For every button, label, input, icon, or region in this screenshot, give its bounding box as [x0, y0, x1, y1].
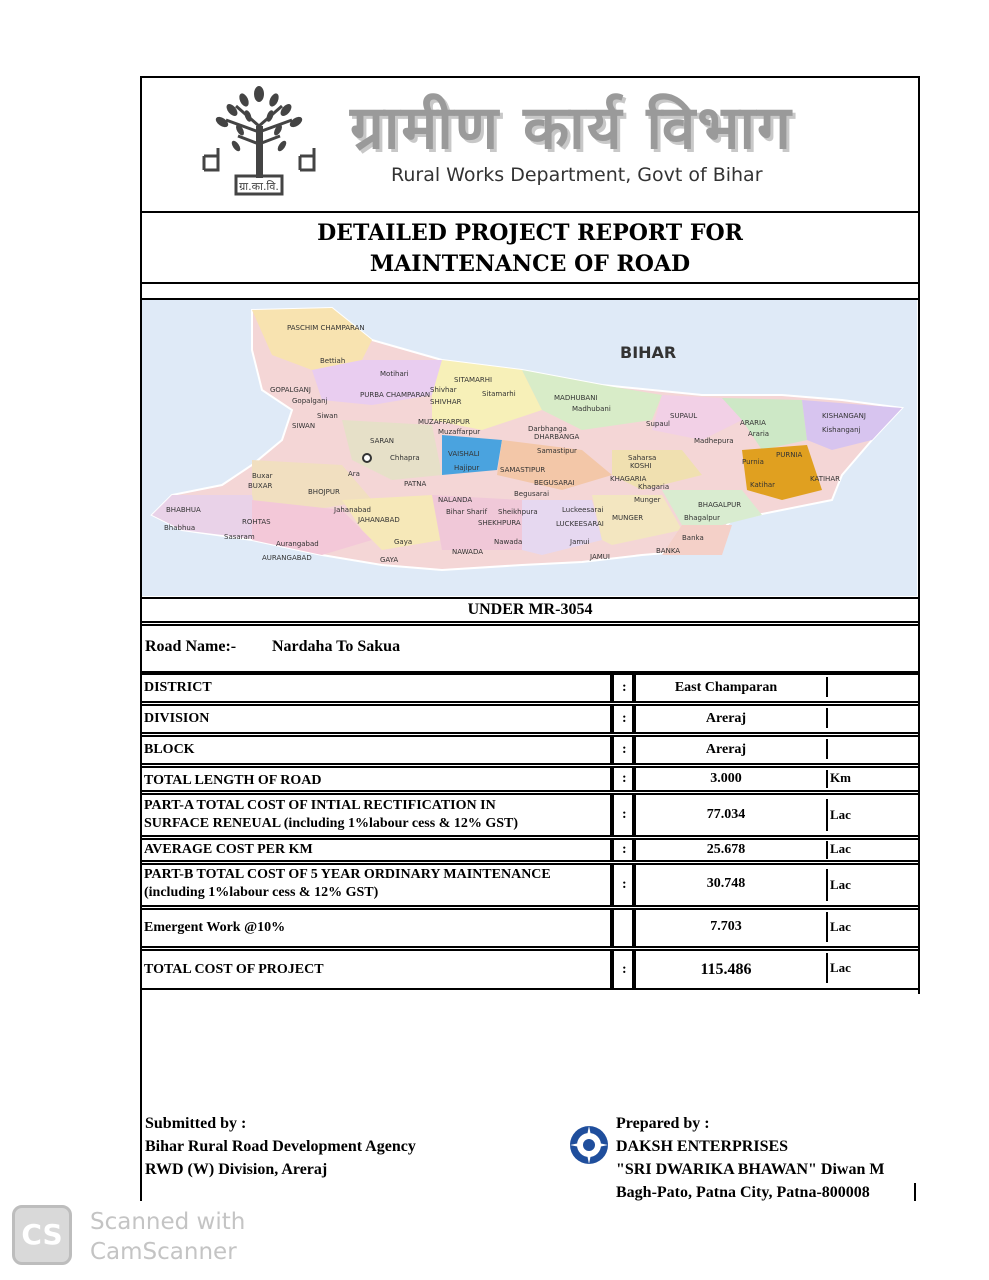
map-label: PASCHIM CHAMPARAN [287, 324, 365, 332]
divider [140, 597, 918, 599]
map-label: Saharsa [628, 454, 657, 462]
map-label: LUCKEESARAI [556, 520, 604, 528]
map-label: Sitamarhi [482, 390, 516, 398]
map-label: Nawada [494, 538, 523, 546]
map-label: Supaul [646, 420, 670, 428]
map-label: Shivhar [430, 386, 457, 394]
detail-value: 77.034 [706, 807, 746, 822]
divider [140, 621, 918, 623]
map-label: Bettiah [320, 357, 346, 365]
map-label: AURANGABAD [262, 554, 312, 562]
detail-row [140, 766, 918, 792]
map-label: SARAN [370, 437, 394, 445]
detail-row [140, 838, 918, 862]
map-label: Aurangabad [276, 540, 319, 548]
road-name-row [145, 638, 401, 656]
map-label: Muzaffarpur [438, 428, 481, 436]
map-label: Samastipur [537, 447, 577, 455]
detail-row [140, 949, 918, 990]
submitted-by-block [145, 1112, 416, 1181]
map-label: SHEKHPURA [478, 519, 521, 527]
detail-row [140, 735, 918, 765]
detail-row [140, 793, 918, 837]
rwd-tree-logo [196, 86, 324, 198]
department-subtitle: Rural Works Department, Govt of Bihar [391, 164, 763, 186]
detail-value: 3.000 [710, 771, 742, 786]
detail-unit: Lac [826, 799, 851, 831]
detail-unit: Lac [826, 841, 851, 859]
map-label: PURBA CHAMPARAN [360, 391, 431, 399]
map-label: Jahanabad [334, 506, 371, 514]
daksh-logo-icon [568, 1124, 610, 1166]
detail-label: DISTRICT [144, 680, 212, 695]
detail-label: Emergent Work @10% [144, 920, 286, 935]
map-label: PATNA [404, 480, 427, 488]
detail-row [140, 704, 918, 734]
divider [140, 624, 918, 626]
map-label: MUZAFFARPUR [418, 418, 470, 426]
detail-label: DIVISION [144, 711, 210, 726]
submitted-title: Submitted by : [145, 1115, 247, 1132]
map-label: KOSHI [630, 462, 652, 470]
map-label: SAMASTIPUR [500, 466, 546, 474]
map-label: Motihari [380, 370, 409, 378]
detail-unit [826, 739, 830, 759]
map-state-name: BIHAR [620, 343, 677, 362]
prepared-title: Prepared by : [616, 1115, 710, 1132]
detail-colon: : [622, 807, 627, 822]
map-label: SUPAUL [670, 412, 698, 420]
detail-label-line1: PART-B TOTAL COST OF 5 YEAR ORDINARY MAINTENANCE [144, 867, 551, 882]
map-label: Madhepura [694, 437, 734, 445]
map-label: Sheikhpura [498, 508, 538, 516]
watermark-line1: Scanned with [90, 1209, 246, 1235]
detail-colon: : [622, 711, 627, 726]
detail-value: 7.703 [710, 919, 742, 934]
report-title-line1: DETAILED PROJECT REPORT FOR [317, 220, 743, 246]
map-label: GAYA [380, 556, 399, 564]
map-label: Gaya [394, 538, 413, 546]
detail-label: BLOCK [144, 742, 195, 757]
detail-unit: Lac [826, 953, 851, 983]
map-label: GOPALGANJ [270, 386, 311, 394]
map-label: Khagaria [638, 483, 670, 491]
logo-text: ग्रा.का.वि. [239, 180, 279, 193]
map-label: JAHANABAD [358, 516, 400, 524]
divider [140, 211, 918, 213]
map-label: KATIHAR [810, 475, 840, 483]
detail-label-line2: (including 1%labour cess & 12% GST) [144, 885, 379, 900]
detail-label: TOTAL LENGTH OF ROAD [144, 773, 322, 788]
report-title-line2: MAINTENANCE OF ROAD [369, 251, 691, 277]
detail-row [140, 863, 918, 907]
prepared-line1: DAKSH ENTERPRISES [616, 1138, 789, 1155]
submitted-line1: Bihar Rural Road Development Agency [145, 1138, 416, 1155]
map-label: BEGUSARAI [534, 479, 575, 487]
map-label: Bhabhua [164, 524, 196, 532]
map-label: Banka [682, 534, 704, 542]
map-label: MADHUBANI [554, 394, 598, 402]
bihar-map [142, 300, 917, 596]
detail-colon: : [622, 680, 627, 695]
detail-colon: : [622, 962, 627, 977]
divider [140, 282, 918, 284]
map-label: Ara [348, 470, 360, 478]
submitted-line2: RWD (W) Division, Areraj [145, 1161, 328, 1178]
prepared-by-block [616, 1112, 884, 1204]
map-label: Sasaram [224, 533, 255, 541]
report-title [142, 218, 918, 280]
map-label: NAWADA [452, 548, 484, 556]
map-label: BANKA [656, 547, 681, 555]
map-label: Luckeesarai [562, 506, 604, 514]
detail-value: 25.678 [706, 842, 746, 857]
left-border [140, 990, 142, 1201]
detail-unit: Lac [826, 912, 851, 942]
map-label: Madhubani [572, 405, 611, 413]
detail-value: Areraj [705, 742, 747, 757]
map-label: BHOJPUR [308, 488, 340, 496]
detail-colon: : [622, 771, 627, 786]
detail-value: Areraj [705, 711, 747, 726]
map-label: Buxar [252, 472, 273, 480]
map-label: SIWAN [292, 422, 316, 430]
detail-label: AVERAGE COST PER KM [144, 842, 313, 857]
map-label: Araria [748, 430, 770, 438]
scheme-reference: UNDER MR-3054 [467, 601, 593, 618]
camscanner-logo: CS [12, 1205, 72, 1265]
map-label: VAISHALI [448, 450, 480, 458]
road-name-value: Nardaha To Sakua [272, 638, 401, 655]
map-label: MUNGER [612, 514, 644, 522]
detail-value: East Champaran [674, 680, 778, 695]
detail-label: TOTAL COST OF PROJECT [144, 962, 324, 977]
detail-unit [826, 677, 830, 697]
map-label: Hajipur [454, 464, 480, 472]
detail-value: 30.748 [706, 876, 746, 891]
map-label: Bihar Sharif [446, 508, 488, 516]
road-name-label: Road Name:- [145, 638, 237, 655]
watermark-text [90, 1207, 245, 1267]
detail-colon: : [622, 842, 627, 857]
map-label: SHIVHAR [430, 398, 462, 406]
right-border-fragment [914, 1183, 916, 1201]
detail-unit: Lac [826, 869, 851, 901]
detail-unit [826, 708, 830, 728]
map-label: SITAMARHI [454, 376, 493, 384]
map-label: Begusarai [514, 490, 550, 498]
map-label: Munger [634, 496, 661, 504]
map-label: Gopalganj [292, 397, 328, 405]
map-label: Bhagalpur [684, 514, 720, 522]
total-cost-value: 115.486 [700, 961, 752, 978]
map-label: Kishanganj [822, 426, 861, 434]
map-label: Darbhanga [528, 425, 567, 433]
watermark-line2: CamScanner [90, 1239, 237, 1265]
detail-row [140, 908, 918, 948]
map-label: KISHANGANJ [822, 412, 866, 420]
map-label: ROHTAS [242, 518, 271, 526]
map-label: Purnia [742, 458, 764, 466]
hindi-department-title: ग्रामीण कार्य विभाग [350, 93, 793, 163]
map-label: Chhapra [390, 454, 420, 462]
map-label: BHAGALPUR [698, 501, 742, 509]
map-label: NALANDA [438, 496, 473, 504]
map-label: Jamui [570, 538, 590, 546]
detail-label-line1: PART-A TOTAL COST OF INTIAL RECTIFICATION IN [144, 798, 496, 813]
map-label: Katihar [750, 481, 776, 489]
prepared-line3: Bagh-Pato, Patna City, Patna-800008 [616, 1184, 870, 1201]
detail-label-line2: SURFACE RENEUAL (including 1%labour cess & 12% GST) [144, 816, 519, 831]
map-label: Siwan [317, 412, 338, 420]
map-label: ARARIA [740, 419, 766, 427]
prepared-line2: "SRI DWARIKA BHAWAN" Diwan M [616, 1161, 885, 1178]
map-label: JAMUI [590, 553, 610, 561]
map-label: KHAGARIA [610, 475, 647, 483]
map-label: BHABHUA [166, 506, 201, 514]
detail-row [140, 673, 918, 703]
detail-colon: : [622, 877, 627, 892]
detail-colon: : [622, 742, 627, 757]
detail-unit: Km [826, 770, 851, 788]
map-label: PURNIA [776, 451, 803, 459]
map-label: DHARBANGA [534, 433, 580, 441]
map-label: BUXAR [248, 482, 273, 490]
